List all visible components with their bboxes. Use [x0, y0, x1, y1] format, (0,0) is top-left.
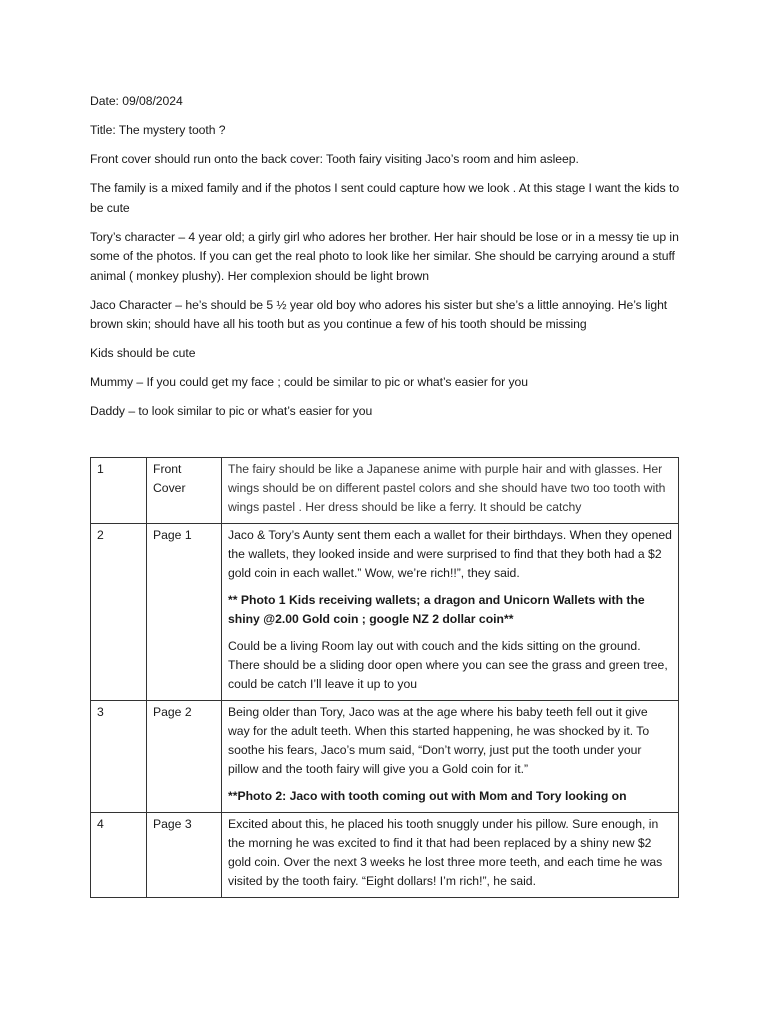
row-page: Front Cover — [147, 458, 222, 524]
document-body — [90, 92, 680, 431]
row-text: Being older than Tory, Jaco was at the age where his baby teeth fell out it give way for the adult teeth. When this started happening, he was shocked by it. To soothe his fears, Jaco’s mum said, “Don’t worry, just put the tooth under your pillow and the tooth fairy will give you a Gold coin for it.” — [228, 705, 650, 776]
row-number: 1 — [91, 458, 147, 524]
row-text: Jaco & Tory’s Aunty sent them each a wallet for their birthdays. When they opened the wallets, they looked inside and were surprised to find that they both had a $2 gold coin in each wallet.” Wow, we’re rich!!”, they said. — [228, 528, 672, 580]
row-photo-note: **Photo 2: Jaco with tooth coming out with Mom and Tory looking on — [228, 789, 627, 803]
table-row — [91, 813, 679, 898]
tory-character: Tory’s character – 4 year old; a girly girl who adores her brother. Her hair should be lose or in a messy tie up in some of the photos. If you can get the real photo to look like her similar. She should be carrying around a stuff animal ( monkey plushy). Her complexion should be light brown — [90, 229, 679, 283]
row-description — [222, 524, 679, 701]
row-page: Page 3 — [147, 813, 222, 898]
row-description — [222, 701, 679, 813]
title-line: Title: The mystery tooth ? — [90, 123, 226, 137]
front-cover-note: Front cover should run onto the back cover: Tooth fairy visiting Jaco’s room and him asleep. — [90, 152, 579, 166]
row-photo-note: ** Photo 1 Kids receiving wallets; a dragon and Unicorn Wallets with the shiny @2.00 Gold coin ; google NZ 2 dollar coin** — [228, 593, 645, 626]
daddy-note: Daddy – to look similar to pic or what’s easier for you — [90, 404, 373, 418]
row-number: 4 — [91, 813, 147, 898]
table-row — [91, 458, 679, 524]
mummy-note: Mummy – If you could get my face ; could be similar to pic or what’s easier for you — [90, 375, 528, 389]
row-text-extra: Could be a living Room lay out with couch and the kids sitting on the ground. There should be a sliding door open where you can see the grass and green tree, could be catch I’ll leave it up to you — [228, 639, 668, 691]
row-page: Page 1 — [147, 524, 222, 701]
row-text: Excited about this, he placed his tooth snuggly under his pillow. Sure enough, in the morning he was excited to find it that had been replaced by a shiny new $2 gold coin. Over the next 3 weeks he lost three more teeth, and each time he was visited by the tooth fairy. “Eight dollars! I’m rich!”, he said. — [228, 817, 663, 888]
row-number: 2 — [91, 524, 147, 701]
row-description — [222, 458, 679, 524]
row-page: Page 2 — [147, 701, 222, 813]
table-row — [91, 701, 679, 813]
kids-cute-note: Kids should be cute — [90, 346, 196, 360]
row-number: 3 — [91, 701, 147, 813]
row-text: The fairy should be like a Japanese anime with purple hair and with glasses. Her wings should be on different pastel colors and she should have two too tooth with wings pastel . Her dress should be like a ferry. It should be catchy — [228, 462, 666, 514]
jaco-character: Jaco Character – he’s should be 5 ½ year old boy who adores his sister but she’s a little annoying. He’s light brown skin; should have all his tooth but as you continue a few of his tooth should be missing — [90, 297, 668, 331]
story-page-table — [90, 457, 679, 898]
table-row — [91, 524, 679, 701]
family-note: The family is a mixed family and if the photos I sent could capture how we look . At this stage I want the kids to be cute — [90, 181, 680, 215]
row-description — [222, 813, 679, 898]
date-line: Date: 09/08/2024 — [90, 94, 183, 108]
